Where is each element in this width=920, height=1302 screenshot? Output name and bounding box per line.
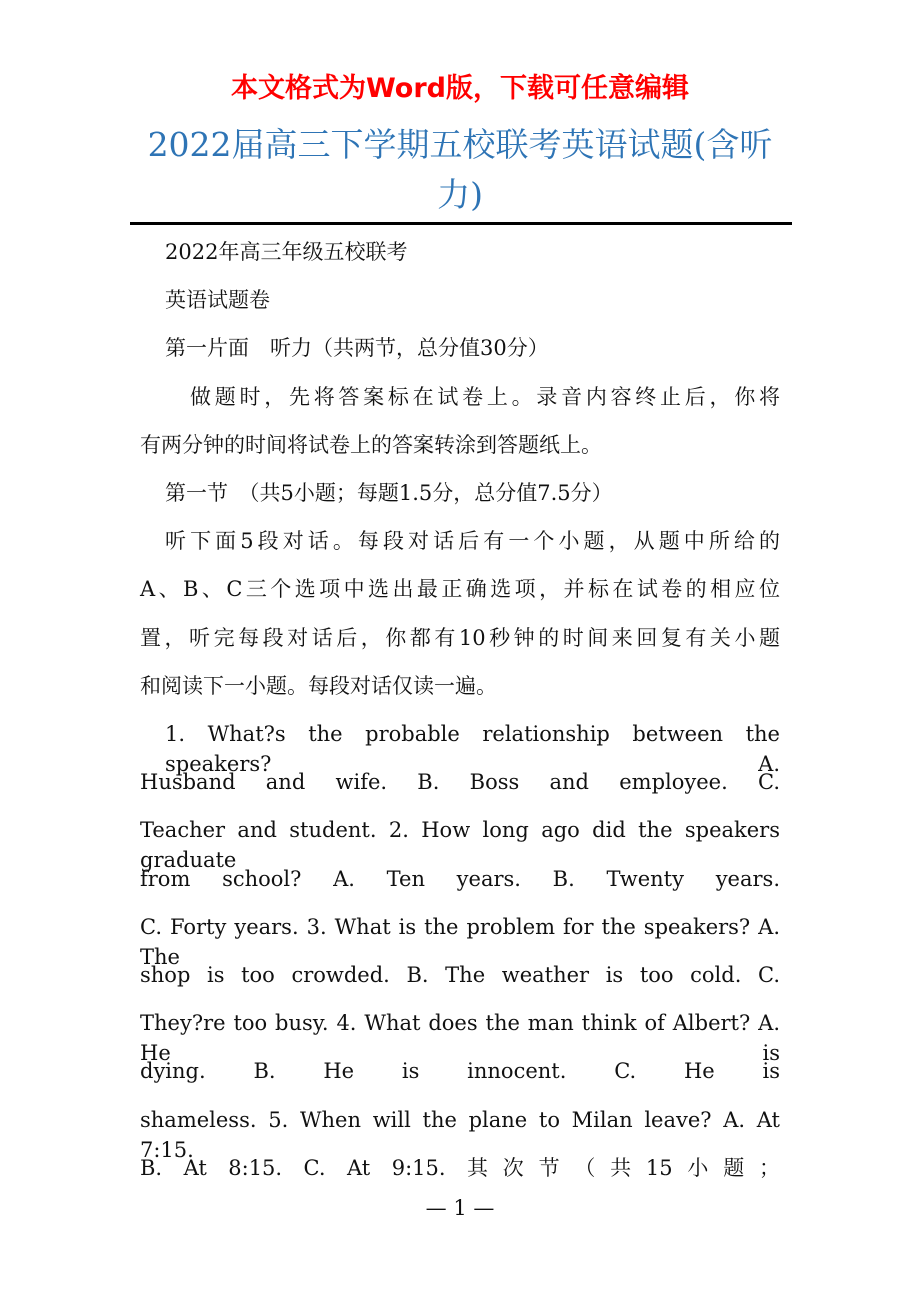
download-notice: 本文格式为Word版，下载可任意编辑	[230, 73, 689, 104]
text-line: 2022年高三年级五校联考	[165, 240, 408, 264]
text-line: dying. B. He is innocent. C. He is	[140, 1059, 780, 1084]
text-line: Husband and wife. B. Boss and employee. C.	[140, 770, 780, 795]
text-line: 第一片面 听力（共两节，总分值30分）	[165, 336, 549, 361]
text-line: 有两分钟的时间将试卷上的答案转涂到答题纸上。	[140, 432, 602, 457]
text-line: shameless. 5. When will the plane to Milan leave? A. At 7:15.	[140, 1107, 780, 1162]
text-line: shop is too crowded. B. The weather is too cold. C.	[140, 963, 780, 987]
text-line: 第一节 （共5小题；每题1.5分，总分值7.5分）	[165, 481, 613, 505]
text-line: C. Forty years. 3. What is the problem for the speakers? A. The	[140, 914, 780, 969]
text-line: 和阅读下一小题。每段对话仅读一遍。	[140, 673, 497, 698]
text-line: They?re too busy. 4. What does the man think of Albert? A. He is	[140, 1011, 780, 1066]
title-divider	[130, 222, 792, 225]
text-line: 置，听完每段对话后，你都有10秒钟的时间来回复有关小题	[140, 625, 780, 650]
text-line: 英语试题卷	[165, 288, 270, 313]
text-line: 做题时，先将答案标在试卷上。录音内容终止后，你将	[190, 384, 780, 409]
document-title: 2022届高三下学期五校联考英语试题(含听力)	[147, 125, 773, 214]
page-number: — 1 —	[425, 1196, 495, 1220]
text-line: 听下面5段对话。每段对话后有一个小题，从题中所给的	[165, 529, 780, 554]
text-line: A、B、C三个选项中选出最正确选项，并标在试卷的相应位	[140, 577, 780, 602]
text-line: B. At 8:15. C. At 9:15. 其次节（共15小题；	[140, 1155, 780, 1180]
text-line: 1. What?s the probable relationship between the speakers? A.	[165, 722, 780, 776]
text-line: from school? A. Ten years. B. Twenty years.	[140, 866, 780, 891]
text-line: Teacher and student. 2. How long ago did the speakers graduate	[140, 818, 780, 873]
